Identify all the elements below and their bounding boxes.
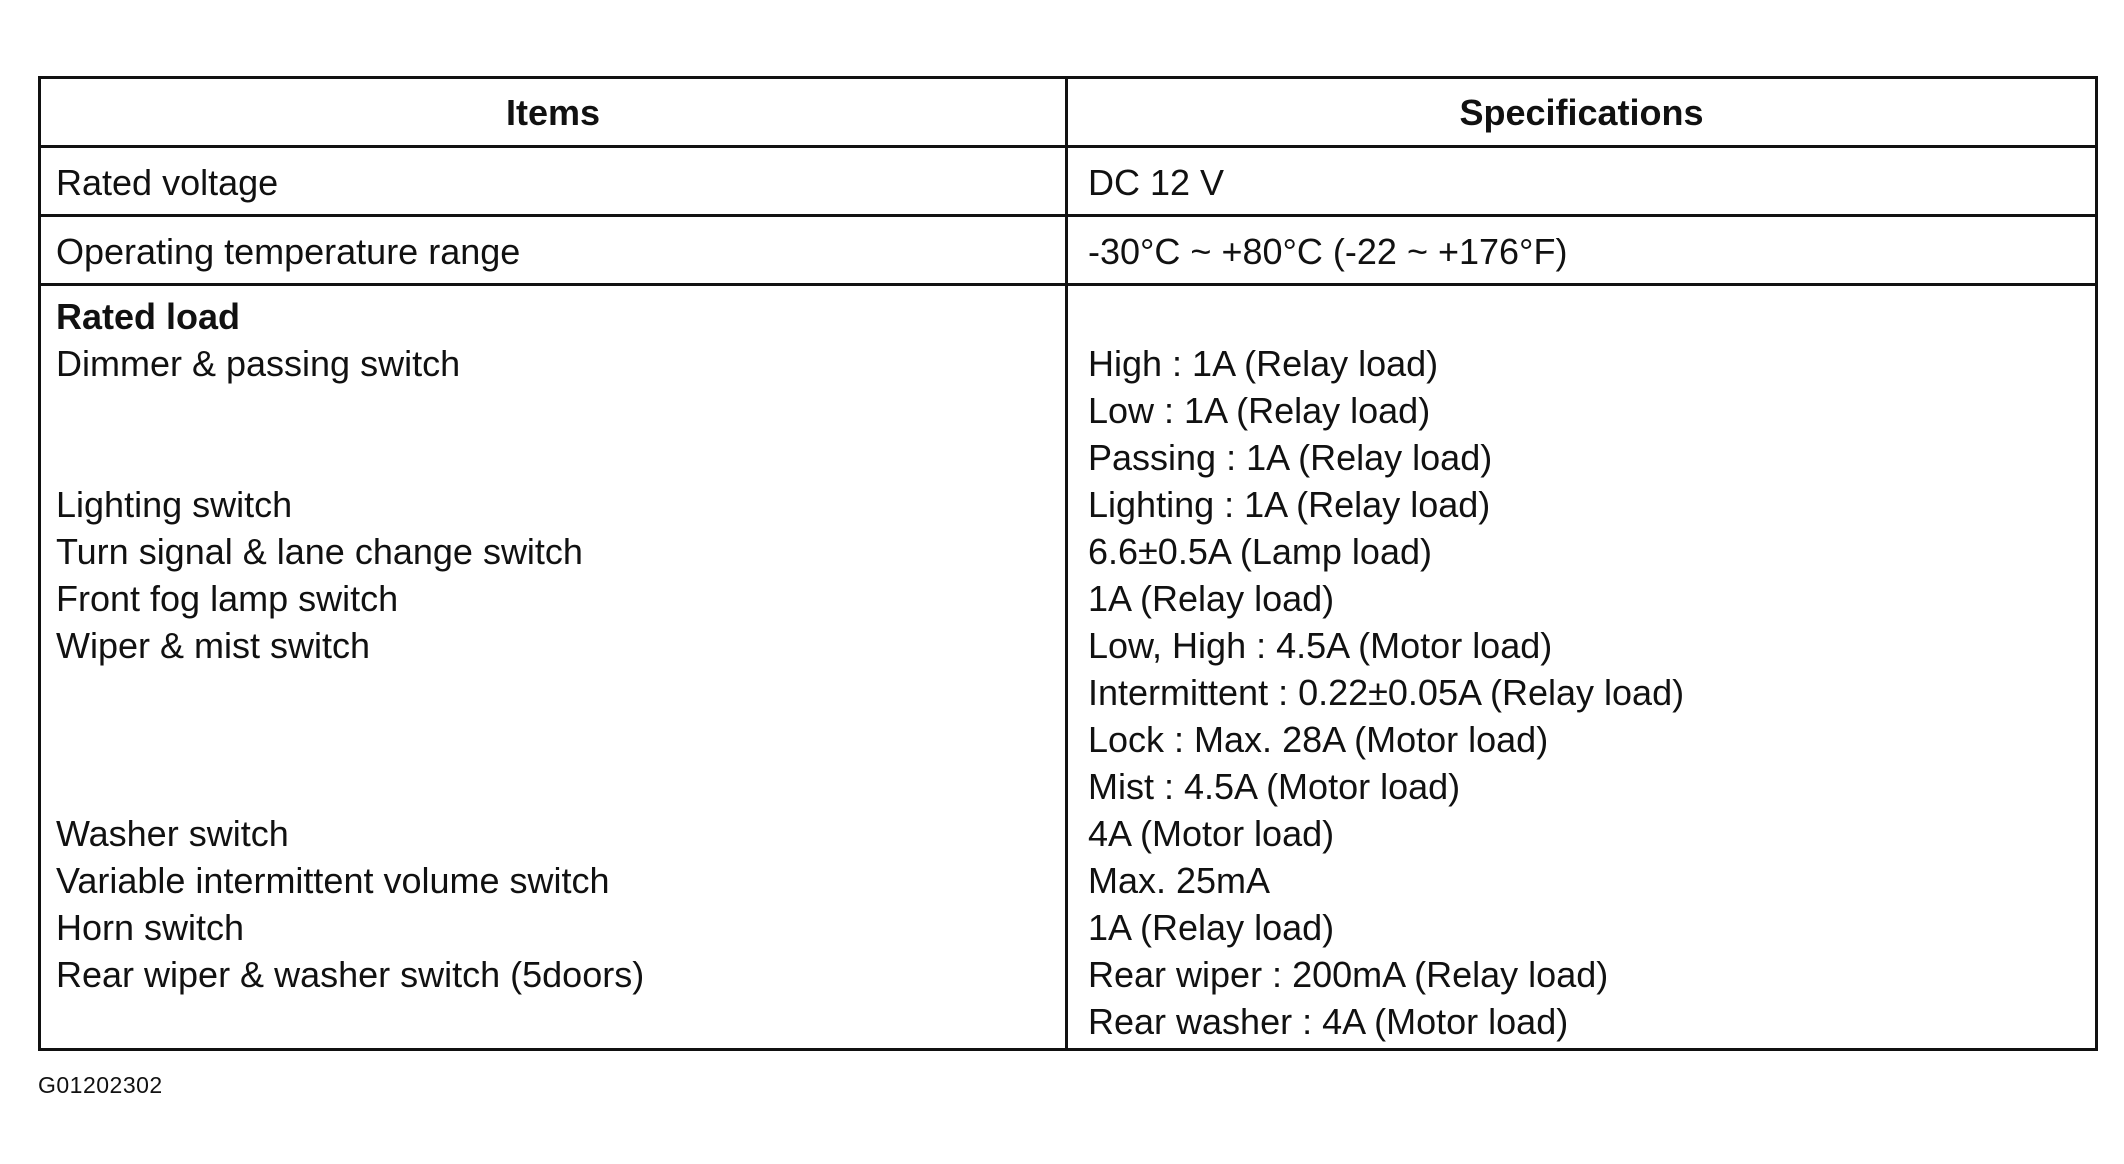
rated-load-item-line: Lighting switch (56, 484, 293, 525)
specifications-table (38, 76, 2098, 1051)
rated-load-spec-line: Rear wiper : 200mA (Relay load) (1088, 954, 1609, 995)
item-rated-voltage: Rated voltage (56, 162, 279, 203)
spec-operating-temperature: -30°C ~ +80°C (-22 ~ +176°F) (1088, 231, 1568, 272)
rated-load-spec-line: Rear washer : 4A (Motor load) (1088, 1001, 1569, 1042)
rated-load-item-line: Wiper & mist switch (56, 625, 371, 666)
row-divider-1 (41, 214, 2095, 217)
rated-load-spec-line: Low, High : 4.5A (Motor load) (1088, 625, 1553, 666)
rated-load-heading: Rated load (56, 296, 241, 337)
header-row-divider (41, 145, 2095, 148)
rated-load-spec-line: Mist : 4.5A (Motor load) (1088, 766, 1461, 807)
column-divider (1065, 79, 1068, 1048)
rated-load-spec-line: Max. 25mA (1088, 860, 1271, 901)
spec-rated-voltage: DC 12 V (1088, 162, 1225, 203)
rated-load-spec-line: 4A (Motor load) (1088, 813, 1335, 854)
row-divider-2 (41, 283, 2095, 286)
rated-load-spec-line: 1A (Relay load) (1088, 907, 1335, 948)
rated-load-item-line: Rear wiper & washer switch (5doors) (56, 954, 645, 995)
rated-load-item-line: Front fog lamp switch (56, 578, 399, 619)
rated-load-item-line: Variable intermittent volume switch (56, 860, 610, 901)
rated-load-spec-line: Lock : Max. 28A (Motor load) (1088, 719, 1549, 760)
figure-code: G01202302 (38, 1072, 163, 1098)
rated-load-spec-line: Passing : 1A (Relay load) (1088, 437, 1493, 478)
rated-load-items (56, 340, 644, 1045)
rated-load-spec-line: Intermittent : 0.22±0.05A (Relay load) (1088, 672, 1685, 713)
item-operating-temperature: Operating temperature range (56, 231, 521, 272)
rated-load-item-line (56, 387, 644, 434)
rated-load-item-line: Washer switch (56, 813, 289, 854)
rated-load-item-line (56, 716, 644, 763)
rated-load-spec-line: 6.6±0.5A (Lamp load) (1088, 531, 1432, 572)
rated-load-item-line (56, 763, 644, 810)
rated-load-item-line (56, 998, 644, 1045)
rated-load-item-line: Horn switch (56, 907, 245, 948)
rated-load-item-line (56, 434, 644, 481)
rated-load-spec-line: Low : 1A (Relay load) (1088, 390, 1431, 431)
rated-load-item-line (56, 669, 644, 716)
rated-load-item-line: Dimmer & passing switch (56, 343, 461, 384)
header-items: Items (505, 92, 601, 133)
rated-load-item-line: Turn signal & lane change switch (56, 531, 583, 572)
rated-load-specs (1088, 340, 1684, 1045)
rated-load-spec-line: Lighting : 1A (Relay load) (1088, 484, 1491, 525)
rated-load-spec-line: High : 1A (Relay load) (1088, 343, 1439, 384)
rated-load-spec-line: 1A (Relay load) (1088, 578, 1335, 619)
header-specifications: Specifications (1459, 92, 1704, 133)
